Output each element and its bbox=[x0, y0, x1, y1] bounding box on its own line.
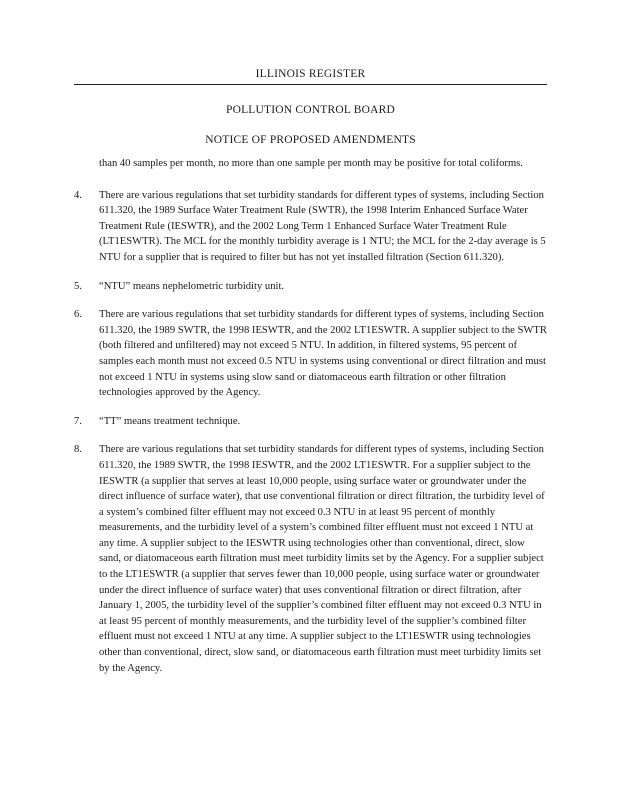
item-text: There are various regulations that set turbidity standards for different types of systems, including Section 611.320, the 1989 Surface Water Treatment Rule (SWTR), the 1998 Interim Enhanced Surface Water Treatment Rule (IESWTR), and the 2002 Long Term 1 Enhanced Surface Water Treatment Rule (LT1ESWTR). The MCL for the monthly turbidity average is 1 NTU; the MCL for the 2-day average is 5 NTU for a supplier that is required to filter but has not yet installed filtration (Section 611.320). bbox=[99, 189, 546, 263]
board-title: POLLUTION CONTROL BOARD bbox=[225, 104, 395, 116]
item-text: “NTU” means nephelometric turbidity unit. bbox=[99, 280, 285, 292]
item-number: 4. bbox=[74, 189, 82, 201]
register-title: ILLINOIS REGISTER bbox=[74, 68, 547, 85]
page-header bbox=[74, 68, 547, 147]
list-item bbox=[74, 279, 547, 295]
item-text: There are various regulations that set turbidity standards for different types of systems, including Section 611.320, the 1989 SWTR, the 1998 IESWTR, and the 2002 LT1ESWTR. For a supplier subject to the IESWTR (a supplier that serves at least 10,000 people, using surface water or groundwater under the direct influence of surface water), that use conventional filtration or direct filtration, the turbidity level of a system’s combined filter effluent may not exceed 0.3 NTU in at least 95 percent of monthly measurements, and the turbidity level of a system’s combined filter effluent must not exceed 1 NTU at any time. A supplier subject to the IESWTR using technologies other than conventional, direct, slow sand, or diatomaceous earth filtration must meet turbidity limits set by the Agency. For a supplier subject to the LT1ESWTR (a supplier that serves fewer than 10,000 people, using surface water or groundwater under the direct influence of surface water) that uses conventional filtration or direct filtration, after January 1, 2005, the turbidity level of the supplier’s combined filter effluent may not exceed 0.3 NTU in at least 95 percent of monthly measurements, and the turbidity level of the supplier’s combined filter effluent must not exceed 1 NTU at any time. A supplier subject to the LT1ESWTR using technologies other than conventional, direct, slow sand, or diatomaceous earth filtration must meet turbidity limits set by the Agency. bbox=[99, 444, 545, 674]
notice-title: NOTICE OF PROPOSED AMENDMENTS bbox=[205, 134, 416, 146]
item-number: 7. bbox=[74, 415, 82, 427]
list-item bbox=[74, 188, 547, 266]
list-item bbox=[74, 442, 547, 676]
item-text: There are various regulations that set turbidity standards for different types of systems, including Section 611.320, the 1989 SWTR, the 1998 IESWTR, and the 2002 LT1ESWTR. A supplier subject to the SWTR (both filtered and unfiltered) may not exceed 5 NTU. In addition, in filtered systems, 95 percent of samples each month must not exceed 0.5 NTU in systems using conventional or direct filtration and must not exceed 1 NTU in systems using slow sand or diatomaceous earth filtration or other filtration technologies approved by the Agency. bbox=[99, 309, 547, 399]
item-number: 6. bbox=[74, 309, 82, 321]
item-number: 8. bbox=[74, 444, 82, 456]
item-text: “TT” means treatment technique. bbox=[99, 415, 241, 427]
document-body bbox=[74, 156, 547, 689]
list-item bbox=[74, 307, 547, 401]
list-item bbox=[74, 414, 547, 430]
continuation-paragraph bbox=[74, 156, 547, 172]
item-number: 5. bbox=[74, 280, 82, 292]
continuation-text: than 40 samples per month, no more than one sample per month may be positive for total coliforms. bbox=[99, 158, 523, 169]
